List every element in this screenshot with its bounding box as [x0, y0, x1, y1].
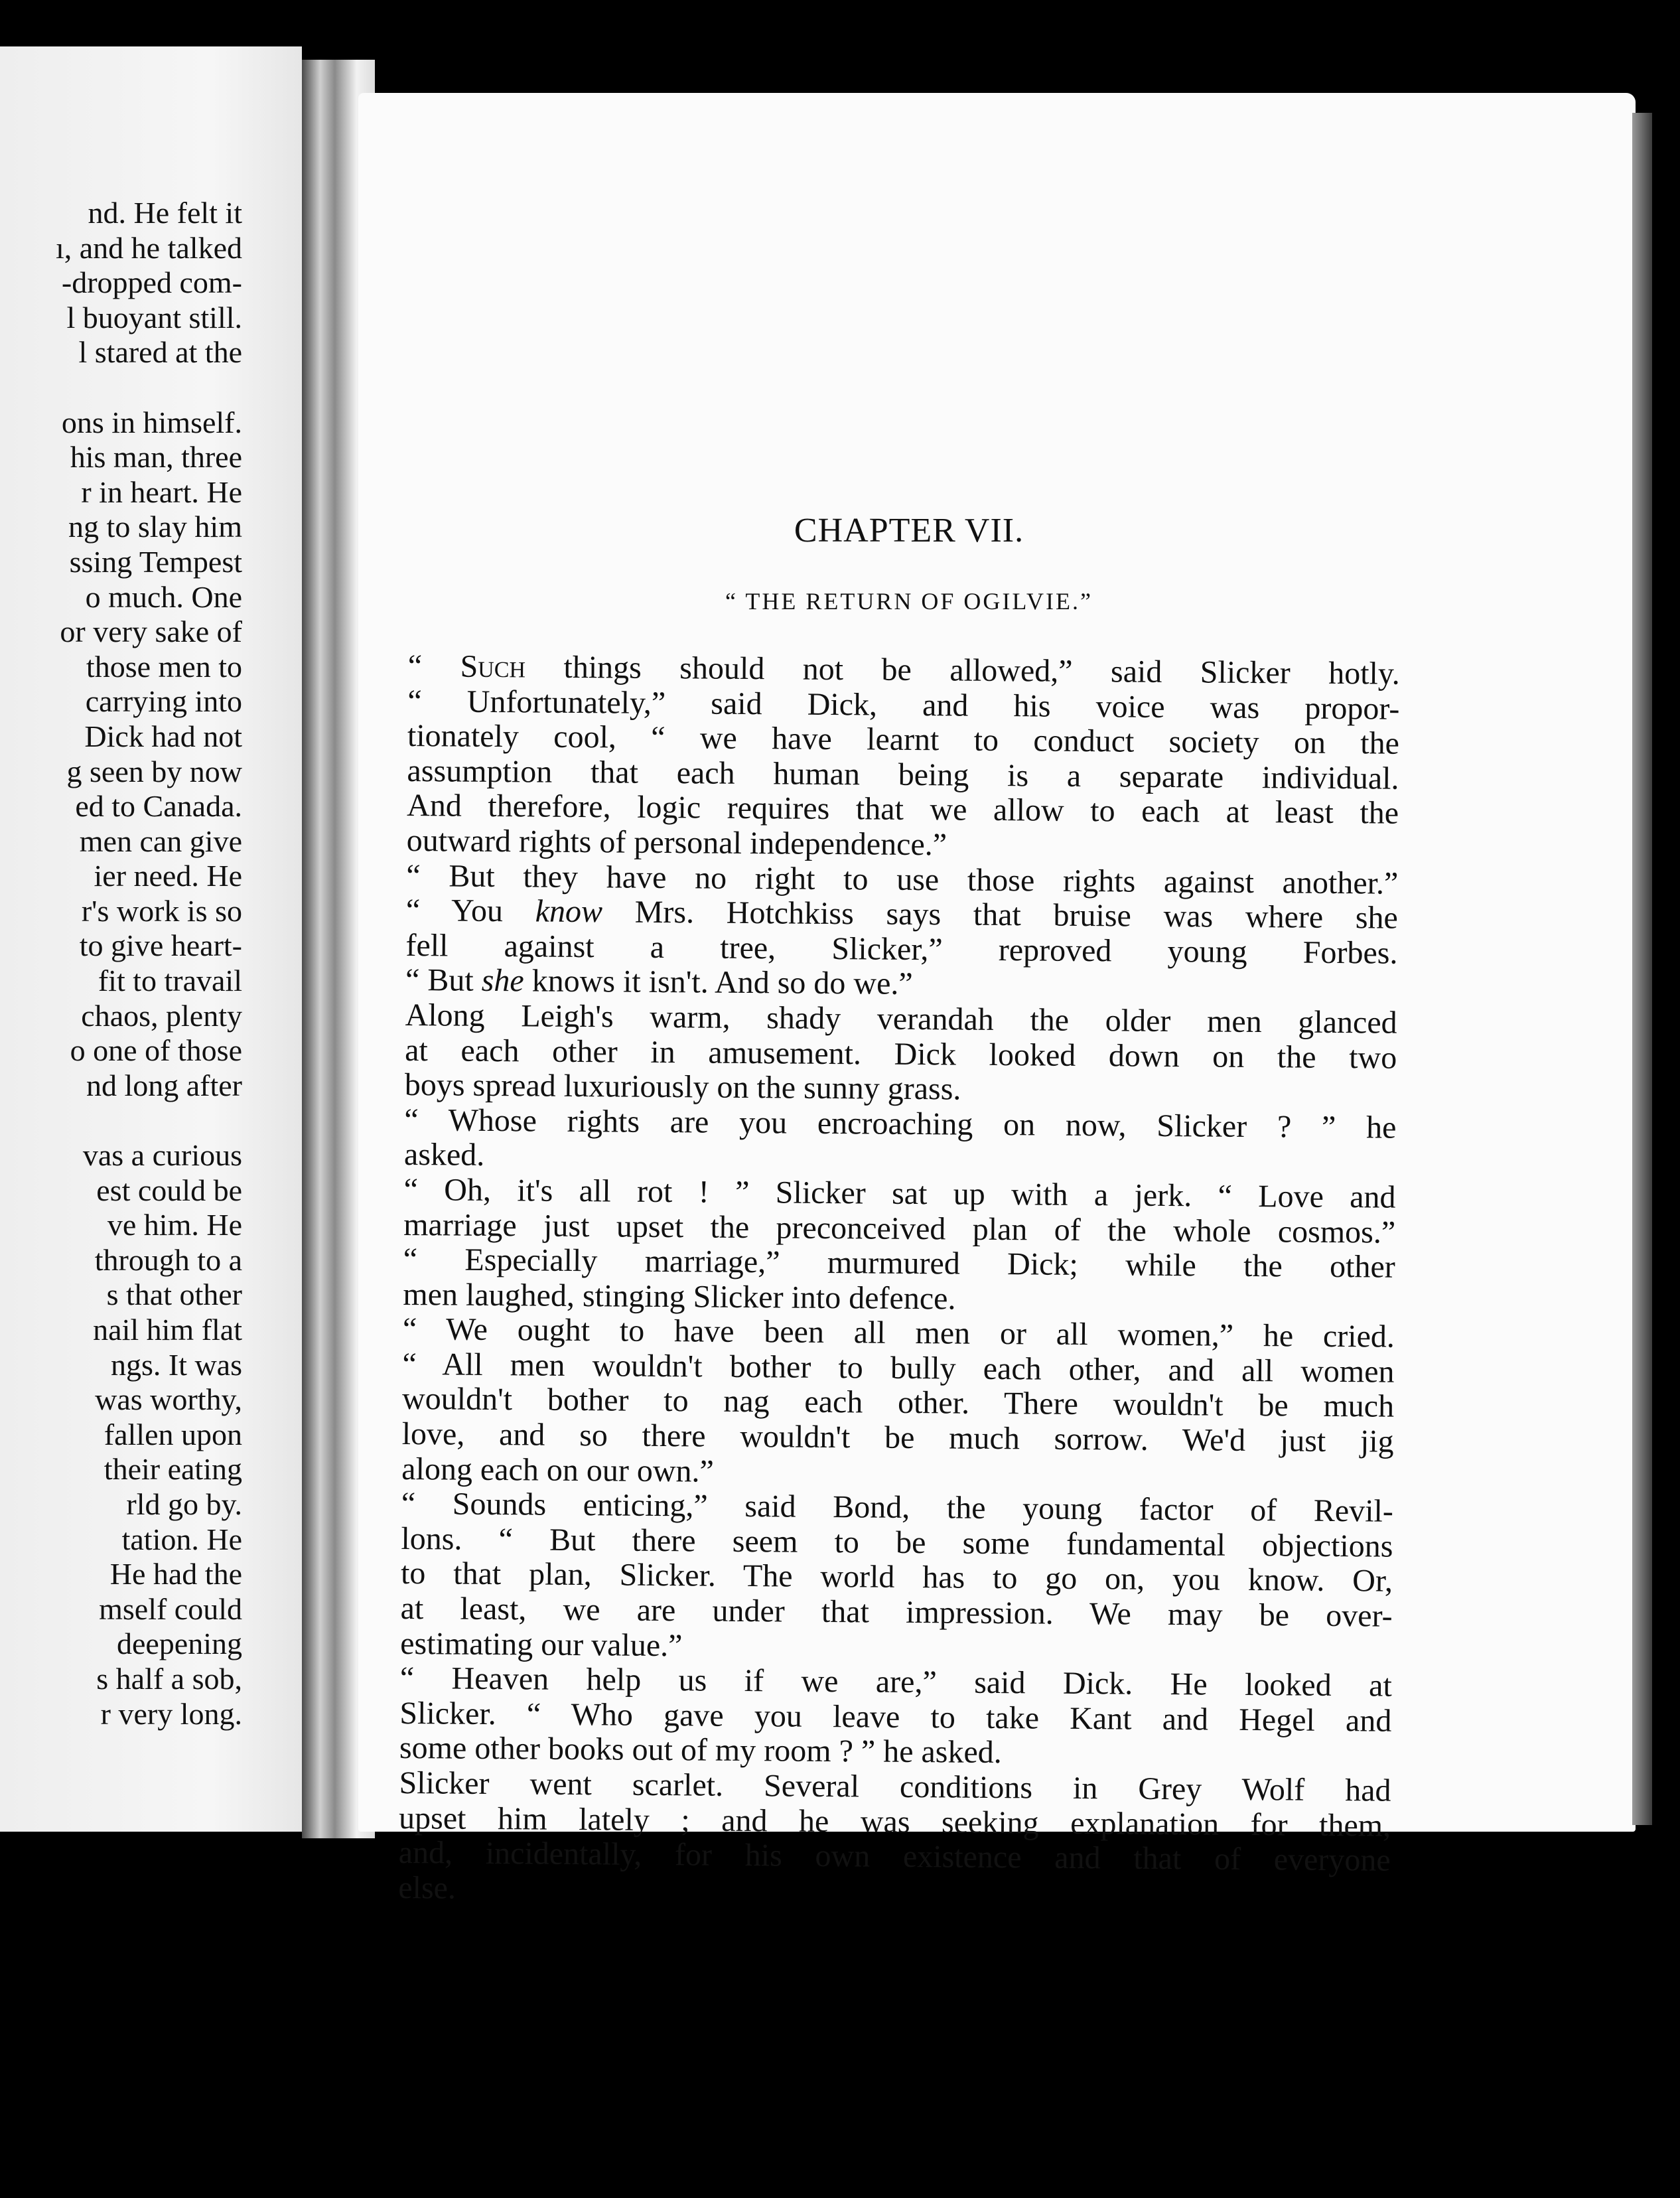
- body-line: boys spread luxuriously on the sunny grass.: [404, 1067, 961, 1107]
- left-line: mself could: [99, 1591, 242, 1626]
- left-line: g seen by now: [66, 754, 242, 788]
- body-line: asked.: [403, 1137, 485, 1173]
- body-line: And therefore, logic requires that we allow to each at least the: [406, 788, 1399, 832]
- left-line: through to a: [94, 1242, 242, 1277]
- left-line: his man, three: [70, 440, 242, 475]
- left-line: their eating: [104, 1452, 242, 1487]
- left-line: r very long.: [100, 1696, 242, 1731]
- italic-word: know: [535, 893, 603, 930]
- line-text: knows it isn't. And so do we.”: [524, 963, 913, 1002]
- body-line: else.: [398, 1869, 456, 1906]
- left-line: s that other: [106, 1278, 242, 1312]
- left-line: men can give: [79, 824, 242, 858]
- left-line: nail him flat: [93, 1313, 242, 1347]
- body-line: at each other in amusement. Dick looked down on the two: [405, 1032, 1397, 1076]
- left-line: [0, 1103, 242, 1138]
- body-line: some other books out of my room ? ” he asked.: [399, 1730, 1002, 1771]
- body-line: Slicker. “ Who gave you leave to take Kant and Hegel and: [399, 1695, 1392, 1739]
- left-line: fit to travail: [98, 964, 242, 998]
- left-line: or very sake of: [60, 615, 242, 649]
- page-edge: [1632, 113, 1652, 1825]
- body-line: “ Such things should not be allowed,” said Slicker hotly.: [407, 648, 1400, 692]
- body-line: “ We ought to have been all men or all women,” he cried.: [402, 1311, 1395, 1355]
- body-line: “ Heaven help us if we are,” said Dick. He looked at: [399, 1660, 1392, 1704]
- left-line: deepening: [116, 1627, 242, 1661]
- body-line: to that plan, Slicker. The world has to go on, you know. Or,: [400, 1556, 1393, 1599]
- left-line: ssing Tempest: [69, 544, 242, 579]
- line-text: Mrs. Hotchkiss says that bruise was where she: [602, 894, 1399, 936]
- body-line: assumption that each human being is a separate individual.: [407, 753, 1399, 796]
- left-line: r's work is so: [81, 893, 242, 928]
- body-line: tionately cool, “ we have learnt to conduct society on the: [407, 718, 1400, 761]
- left-line: fallen upon: [104, 1417, 242, 1451]
- left-line: est could be: [96, 1173, 242, 1207]
- left-line: ngs. It was: [110, 1347, 242, 1382]
- left-line: o one of those: [70, 1033, 242, 1068]
- body-line: upset him lately ; and he was seeking explanation for them,: [398, 1800, 1391, 1844]
- body-line: “ Especially marriage,” murmured Dick; while the other: [403, 1242, 1395, 1285]
- body-line: at least, we are under that impression. We may be over-: [400, 1590, 1393, 1634]
- left-line: nd. He felt it: [88, 196, 242, 230]
- opening-small-caps: Such: [460, 648, 526, 685]
- body-line: estimating our value.”: [400, 1625, 683, 1663]
- opening-line-text: things should not be allowed,” said Slicker hotly.: [525, 649, 1400, 692]
- body-line: Slicker went scarlet. Several conditions in Grey Wolf had: [399, 1765, 1391, 1808]
- left-line: rld go by.: [126, 1487, 242, 1521]
- left-line: r in heart. He: [81, 475, 242, 509]
- body-line: love, and so there wouldn't be much sorrow. We'd just jig: [401, 1416, 1394, 1459]
- left-line: ı, and he talked: [55, 230, 242, 265]
- left-line: He had the: [109, 1557, 242, 1591]
- body-line: outward rights of personal independence.”: [406, 822, 947, 863]
- body-line: lons. “ But there seem to be some fundamental objections: [401, 1520, 1393, 1564]
- left-line: ons in himself.: [61, 405, 242, 439]
- left-line: those men to: [86, 649, 242, 684]
- body-line: and, incidentally, for his own existence and that of everyone: [398, 1835, 1391, 1878]
- left-line: -dropped com-: [61, 265, 242, 300]
- body-line: Along Leigh's warm, shady verandah the older men glanced: [405, 997, 1397, 1041]
- body-line: “ Whose rights are you encroaching on now, Slicker ? ” he: [404, 1102, 1397, 1145]
- body-line: along each on our own.”: [401, 1451, 715, 1489]
- left-line: ier need. He: [94, 859, 242, 893]
- left-line: s half a sob,: [96, 1661, 242, 1696]
- left-line: ve him. He: [107, 1208, 242, 1242]
- chapter-body: [398, 649, 1400, 1913]
- body-line: “ But they have no right to use those rights against another.”: [406, 857, 1399, 901]
- body-line: wouldn't bother to nag each other. There wouldn't be much: [401, 1381, 1395, 1425]
- left-line: nd long after: [86, 1068, 242, 1102]
- left-line: ed to Canada.: [75, 789, 242, 824]
- left-line: chaos, plenty: [81, 998, 242, 1033]
- italic-word: she: [481, 963, 524, 999]
- chapter-title: CHAPTER VII.: [794, 512, 1024, 550]
- body-line: “ Sounds enticing,” said Bond, the young factor of Revil-: [401, 1486, 1394, 1529]
- body-line: marriage just upset the preconceived plan of the whole cosmos.”: [403, 1207, 1396, 1250]
- left-line: o much. One: [85, 579, 242, 614]
- left-line: [0, 370, 242, 405]
- body-line: “ All men wouldn't bother to bully each other, and all women: [402, 1346, 1395, 1390]
- left-line: ng to slay him: [68, 510, 242, 544]
- left-line: was worthy,: [95, 1382, 242, 1417]
- left-line: tation. He: [121, 1522, 242, 1556]
- chapter-subtitle: “ THE RETURN OF OGILVIE.”: [725, 588, 1093, 615]
- left-page-text: [0, 196, 242, 1731]
- body-line: fell against a tree, Slicker,” reproved young Forbes.: [405, 927, 1398, 971]
- left-line: l buoyant still.: [66, 300, 242, 334]
- left-line: to give heart-: [79, 928, 242, 963]
- left-line: Dick had not: [84, 719, 242, 753]
- left-line: l stared at the: [78, 335, 242, 370]
- left-line: vas a curious: [82, 1138, 242, 1173]
- body-line: “ Unfortunately,” said Dick, and his voice was propor-: [407, 683, 1400, 727]
- left-line: carrying into: [85, 684, 242, 719]
- body-line: men laughed, stinging Slicker into defence.: [403, 1276, 956, 1317]
- line-text: “ You: [405, 893, 535, 929]
- body-line: “ Oh, it's all rot ! ” Slicker sat up with a jerk. “ Love and: [403, 1171, 1396, 1215]
- line-text: “ But: [405, 962, 482, 999]
